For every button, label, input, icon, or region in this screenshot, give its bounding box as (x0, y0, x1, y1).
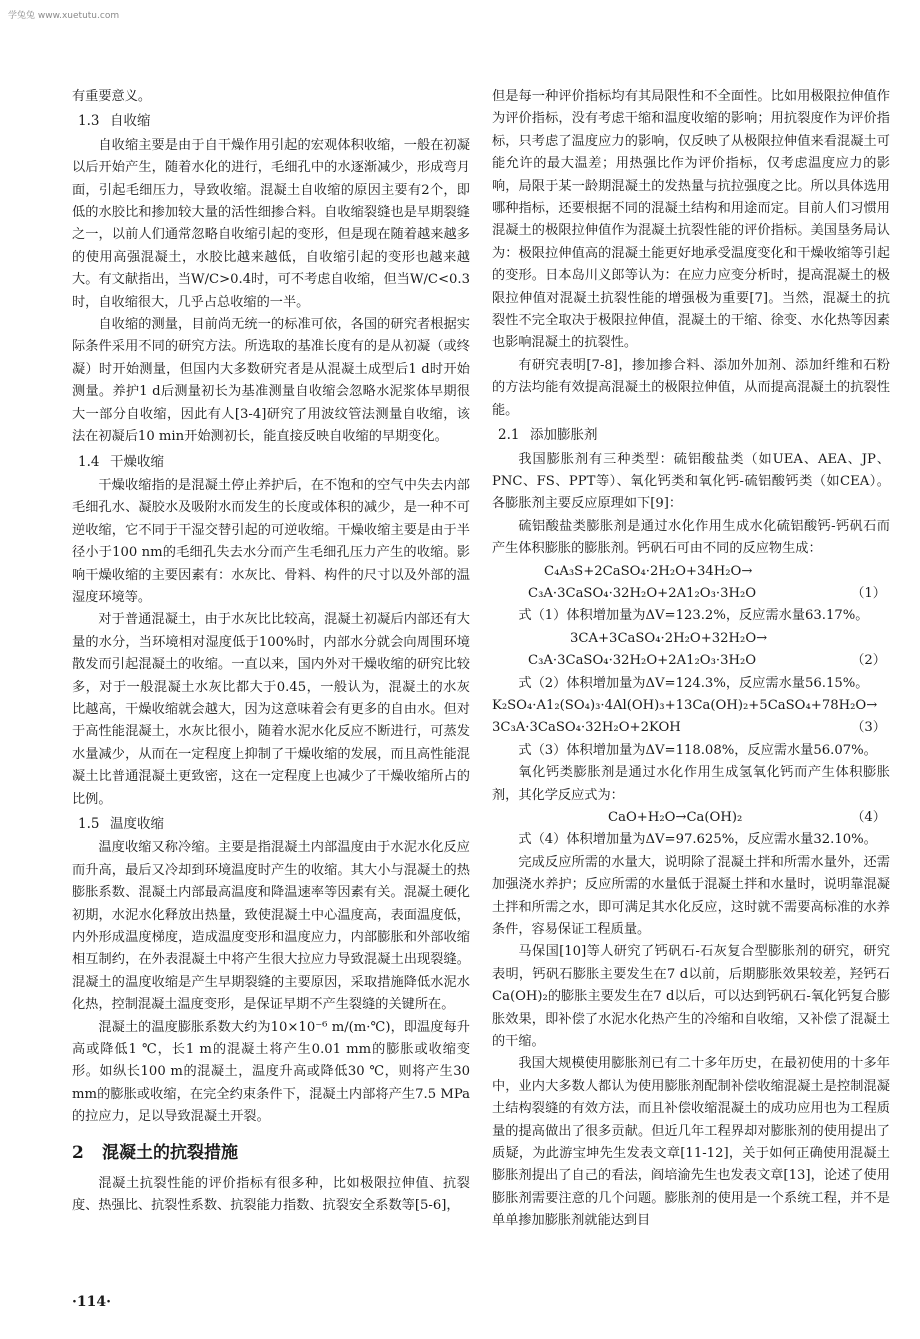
equation-1-line-1 (492, 561, 890, 583)
paragraph: 我国膨胀剂有三种类型：硫铝酸盐类（如UEA、AEA、JP、PNC、FS、PPT等）、氧化钙类和氧化钙-硫铝酸钙类（如CEA）。各膨胀剂主要反应原理如下[9]： (492, 451, 890, 512)
equation-3-line-2 (492, 717, 890, 739)
equation-text: CaO+H₂O→Ca(OH)₂ (608, 809, 743, 825)
equation-text: C₃A·3CaSO₄·32H₂O+2A1₂O₃·3H₂O (528, 653, 757, 669)
section-title: 混凝土的抗裂措施 (102, 1142, 238, 1163)
equation-text: 3CA+3CaSO₄·2H₂O+32H₂O→ (570, 630, 768, 646)
paragraph: 式（3）体积增加量为ΔV=118.08%，反应需水量56.07%。 (518, 742, 877, 758)
page-number: ·114· (72, 1294, 111, 1310)
right-column (492, 86, 890, 1233)
equation-number: （1） (851, 585, 886, 601)
watermark: 学兔兔 www.xuetutu.com (8, 11, 120, 21)
equation-text: C₃A·3CaSO₄·32H₂O+2A1₂O₃·3H₂O (528, 585, 757, 601)
section-number: 2.1 (498, 427, 520, 444)
paragraph: 式（4）体积增加量为ΔV=97.625%，反应需水量32.10%。 (518, 832, 877, 848)
paragraph: 干燥收缩指的是混凝土停止养护后，在不饱和的空气中失去内部毛细孔水、凝胶水及吸附水而发生的长度或体积的减少，是一种不可逆收缩，它不同于干湿交替引起的可逆收缩。干燥收缩主要是由于半径小于100 nm的毛细孔失去水分而产生毛细孔压力产生的收缩。影响干燥收缩的主要因素有：水灰比、骨料、构件的尺寸以及外部的温湿度环境等。 (72, 477, 470, 605)
equation-text: K₂SO₄·A1₂(SO₄)₃·4Al(OH)₃+13Ca(OH)₂+5CaSO₄+78H₂O→ (492, 697, 878, 713)
section-heading-2-1 (492, 424, 890, 446)
paragraph: 氧化钙类膨胀剂是通过水化作用生成氢氧化钙而产生体积膨胀剂，其化学反应式为： (492, 765, 890, 803)
equation-3-line-1 (492, 695, 890, 717)
equation-4 (492, 807, 890, 829)
section-title: 自收缩 (110, 113, 151, 130)
equation-number: （2） (851, 653, 886, 669)
paragraph: 温度收缩又称冷缩。主要是指混凝土内部温度由于水泥水化反应而升高，最后又冷却到环境温度时产生的收缩。其大小与混凝土的热膨胀系数、混凝土内部最高温度和降温速率等因素有关。混凝土硬化初期，水泥水化释放出热量，致使混凝土中心温度高，表面温度低，内外形成温度梯度，造成温度变形和温度应力，内部膨胀和外部收缩相互制约，在外表混凝土中将产生很大拉应力导致混凝土出现裂缝。混凝土的温度收缩是产生早期裂缝的主要原因，采取措施降低水泥水化热，控制混凝土温度变形，是保证早期不产生裂缝的关键所在。 (72, 840, 470, 1013)
paragraph: 马保国[10]等人研究了钙矾石-石灰复合型膨胀剂的研究，研究表明，钙矾石膨胀主要发生在7 d以前，后期膨胀效果较差，羟钙石Ca(OH)₂的膨胀主要发生在7 d以后，可以达到钙矾石-氧化钙复合膨胀效果，即补偿了水泥水化热产生的冷缩和自收缩，又补偿了混凝土的干缩。 (492, 944, 890, 1049)
paragraph: 完成反应所需的水量大，说明除了混凝土拌和所需水量外，还需加强浇水养护；反应所需的水量低于混凝土拌和水量时，说明靠混凝土拌和所需之水，即可满足其水化反应，这时就不需要高标准的水养条件，容易保证工程质量。 (492, 854, 890, 937)
paragraph: 混凝土的温度膨胀系数大约为10×10⁻⁶ m/(m·℃)，即温度每升高或降低1 ℃，长1 m的混凝土将产生0.01 mm的膨胀或收缩变形。如纵长100 m的混凝土，温度升高或降低30 ℃，则将产生30 mm的膨胀或收缩，在完全约束条件下，混凝土内部将产生7.5 MPa的拉应力，足以导致混凝土开裂。 (72, 1019, 470, 1125)
paragraph: 自收缩主要是由于自干燥作用引起的宏观体积收缩，一般在初凝以后开始产生，随着水化的进行，毛细孔中的水逐渐减少，形成弯月面，引起毛细压力，导致收缩。混凝土自收缩的原因主要有2个，即低的水胶比和掺加较大量的活性细掺合料。自收缩裂缝也是早期裂缝之一，以前人们通常忽略自收缩引起的变形，但是现在随着越来越多的使用高强混凝土，水胶比越来越低，自收缩引起的变形也越来越大。有文献指出，当W/C>0.4时，可不考虑自收缩，但当W/C<0.3时，自收缩很大，几乎占总收缩的一半。 (72, 137, 470, 310)
section-title: 干燥收缩 (110, 453, 164, 470)
equation-2-line-2 (492, 650, 890, 672)
equation-text: C₄A₃S+2CaSO₄·2H₂O+34H₂O→ (544, 563, 753, 579)
left-column (72, 86, 470, 1218)
section-heading-2 (72, 1139, 470, 1167)
section-heading-1-5 (72, 813, 470, 835)
paragraph: 式（1）体积增加量为ΔV=123.2%，反应需水量63.17%。 (518, 608, 869, 624)
section-heading-1-4 (72, 451, 470, 473)
equation-1-line-2 (492, 583, 890, 605)
section-number: 1.5 (78, 816, 100, 832)
equation-2-line-1 (492, 628, 890, 650)
paragraph: 但是每一种评价指标均有其局限性和不全面性。比如用极限拉伸值作为评价指标，没有考虑干缩和温度收缩的影响；用抗裂度作为评价指标，只考虑了温度应力的影响，仅反映了从极限拉伸值来看混凝土可能允许的最大温差；用热强比作为评价指标，仅考虑温度应力的影响，局限于某一龄期混凝土的发热量与抗拉强度之比。所以具体选用哪种指标，还要根据不同的混凝土结构和用途而定。目前人们习惯用混凝土的极限拉伸值作为混凝土抗裂性能的评价指标。美国垦务局认为：极限拉伸值高的混凝土能更好地承受温度变化和干燥收缩等引起的变形。日本岛川义郎等认为：在应力应变分析时，提高混凝土的极限拉伸值对混凝土抗裂性能的增强极为重要[7]。当然，混凝土的抗裂性不完全取决于极限拉伸值，混凝土的干缩、徐变、水化热等因素也影响混凝土的抗裂性。 (492, 89, 890, 351)
paragraph: 自收缩的测量，目前尚无统一的标准可依，各国的研究者根据实际条件采用不同的研究方法。所选取的基准长度有的是从初凝（或终凝）时开始测量，但国内大多数研究者是从混凝土成型后1 d时开始测量。养护1 d后测量初长为基准测量自收缩会忽略水泥浆体早期很大一部分自收缩，因此有人[3-4]研究了用波纹管法测量自收缩，该法在初凝后10 min开始测初长，能直接反映自收缩的早期变化。 (72, 317, 470, 445)
paragraph: 有研究表明[7-8]，掺加掺合料、添加外加剂、添加纤维和石粉的方法均能有效提高混凝土的极限拉伸值，从而提高混凝土的抗裂性能。 (492, 357, 890, 418)
paragraph: 式（2）体积增加量为ΔV=124.3%，反应需水量56.15%。 (518, 675, 869, 691)
section-number: 2 (72, 1142, 84, 1163)
equation-number: （3） (851, 720, 886, 736)
paragraph: 我国大规模使用膨胀剂已有二十多年历史，在最初使用的十多年中，业内大多数人都认为使用膨胀剂配制补偿收缩混凝土是控制混凝土结构裂缝的有效方法，而且补偿收缩混凝土的成功应用也为工程质量的提高做出了很多贡献。但近几年工程界却对膨胀剂的使用提出了质疑，为此游宝坤先生发表文章[11-12]，关于如何正确使用混凝土膨胀剂提出了自己的看法，阎培渝先生也发表文章[13]，论述了使用膨胀剂需要注意的几个问题。膨胀剂的使用是一个系统工程，并不是单单掺加膨胀剂就能达到目 (492, 1056, 890, 1229)
section-number: 1.4 (78, 453, 100, 470)
paragraph: 硫铝酸盐类膨胀剂是通过水化作用生成水化硫铝酸钙-钙矾石而产生体积膨胀的膨胀剂。钙矾石可由不同的反应物生成： (492, 518, 890, 557)
section-title: 温度收缩 (110, 816, 164, 832)
equation-text: 3C₃A·3CaSO₄·32H₂O+2KOH (492, 720, 681, 736)
paragraph: 混凝土抗裂性能的评价指标有很多种，比如极限拉伸值、抗裂度、热强比、抗裂性系数、抗裂能力指数、抗裂安全系数等[5-6]， (72, 1175, 470, 1214)
section-number: 1.3 (78, 113, 100, 130)
section-heading-1-3 (72, 110, 470, 132)
paragraph: 有重要意义。 (72, 89, 152, 104)
paragraph: 对于普通混凝土，由于水灰比比较高，混凝土初凝后内部还有大量的水分，当环境相对湿度低于100%时，内部水分就会向周围环境散发而引起混凝土的收缩。一直以来，国内外对干燥收缩的研究比较多，对于一般混凝土水灰比都大于0.45，一般认为，混凝土的水灰比越高，干燥收缩就会越大，因为这意味着会有更多的自由水。但对于高性能混凝土，水灰比很小，随着水泥水化反应不断进行，可蒸发水量减少，从而在一定程度上抑制了干燥收缩的发展，而且高性能混凝土比普通混凝土更致密，这在一定程度上也减少了干燥收缩所占的比例。 (72, 612, 470, 807)
equation-number: （4） (851, 809, 886, 825)
section-title: 添加膨胀剂 (530, 427, 598, 444)
